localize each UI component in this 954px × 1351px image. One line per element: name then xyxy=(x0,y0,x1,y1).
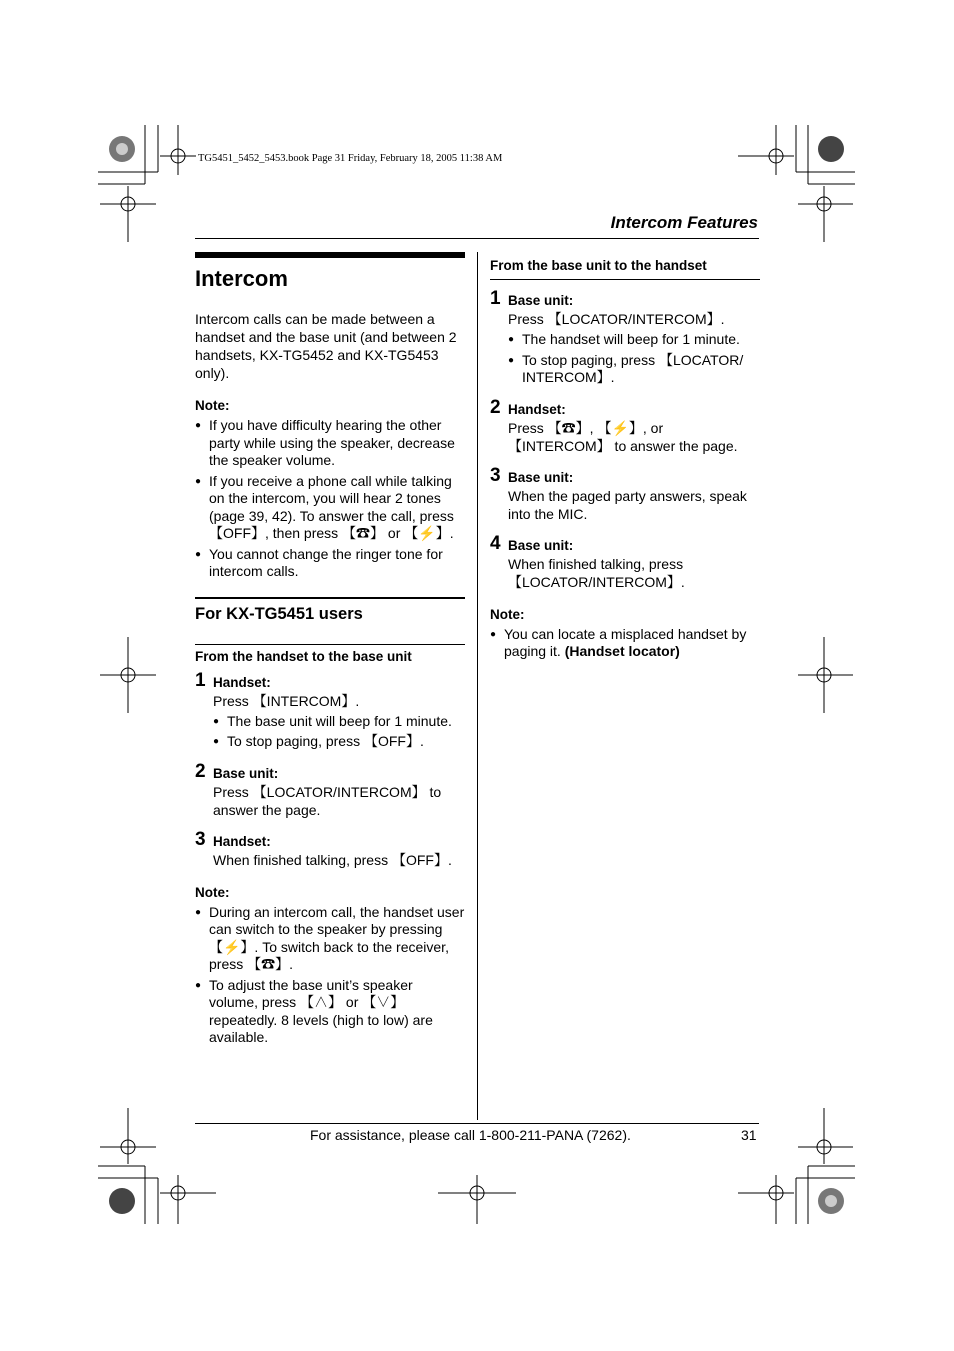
step xyxy=(490,464,760,523)
step-text: Press 【☎】, 【⚡】, or 【INTERCOM】 to answer the page. xyxy=(508,419,738,454)
note-list xyxy=(490,626,760,661)
note-item: ● You cannot change the ringer tone for intercom calls. xyxy=(195,546,465,581)
note-item: ● If you have difficulty hearing the other party while using the speaker, decrease the speaker volume. xyxy=(195,417,465,470)
step-text: Press 【LOCATOR/INTERCOM】. xyxy=(508,311,725,327)
step xyxy=(195,828,465,869)
step-bullet: ● To stop paging, press 【LOCATOR/ INTERCOM】. xyxy=(508,352,760,387)
intro-text: Intercom calls can be made between a handset and the base unit (and between 2 handsets, KX-TG5452 and KX-TG5453 only). xyxy=(195,311,457,381)
step-number: 3 xyxy=(195,828,206,850)
step-number: 2 xyxy=(490,396,501,418)
step-text: When finished talking, press 【LOCATOR/INTERCOM】. xyxy=(508,555,685,590)
note-item: ● If you receive a phone call while talking on the intercom, you will hear 2 tones (page 39, 42). To answer the call, press 【OFF】, then press 【☎】 or 【⚡】. xyxy=(195,473,465,543)
step-number: 2 xyxy=(195,760,206,782)
page-number: 31 xyxy=(741,1127,757,1143)
page-title: Intercom xyxy=(195,266,288,291)
step-bullets xyxy=(508,331,760,387)
note-label: Note: xyxy=(195,398,230,413)
step-bullet: ● To stop paging, press 【OFF】. xyxy=(213,733,465,751)
note-label: Note: xyxy=(195,884,230,900)
step xyxy=(490,288,760,387)
note-list xyxy=(195,904,465,1047)
note-item: ● During an intercom call, the handset user can switch to the speaker by pressing 【⚡】. To switch back to the receiver, press 【☎】. xyxy=(195,904,465,974)
step xyxy=(490,396,760,455)
note-list xyxy=(195,417,465,581)
column-divider xyxy=(477,252,478,1120)
step-number: 1 xyxy=(195,669,206,691)
step xyxy=(195,669,465,751)
step-number: 3 xyxy=(490,464,501,486)
note-item: ● To adjust the base unit’s speaker volume, press 【∧】 or 【∨】 repeatedly. 8 levels (high to low) are available. xyxy=(195,977,465,1047)
step-bullets xyxy=(213,713,465,751)
right-column xyxy=(490,254,760,664)
heading-bar xyxy=(195,252,465,258)
left-column xyxy=(195,252,465,1050)
step-label: Handset: xyxy=(213,674,271,690)
procedure-rule xyxy=(490,279,760,280)
step-label: Handset: xyxy=(213,833,271,849)
step-label: Base unit: xyxy=(508,293,574,308)
step-label: Base unit: xyxy=(508,469,574,485)
step-text: When the paged party answers, speak into the MIC. xyxy=(508,487,747,522)
note-text: You can locate a misplaced handset by paging it. xyxy=(504,625,747,659)
note-label: Note: xyxy=(490,606,525,622)
procedure-rule xyxy=(195,644,465,645)
note-item xyxy=(490,626,760,661)
step-number: 4 xyxy=(490,532,501,554)
step-label: Base unit: xyxy=(213,765,279,781)
step-text: Press 【LOCATOR/INTERCOM】 to answer the page. xyxy=(213,783,442,818)
procedure-title: From the base unit to the handset xyxy=(490,258,707,273)
procedure-title: From the handset to the base unit xyxy=(195,648,412,664)
step-label: Base unit: xyxy=(508,537,574,553)
step-bullet: ● The base unit will beep for 1 minute. xyxy=(213,713,465,731)
assistance-text: For assistance, please call 1-800-211-PANA (7262). xyxy=(310,1127,631,1143)
step-text: Press 【INTERCOM】. xyxy=(213,692,360,709)
step-bullet: ● The handset will beep for 1 minute. xyxy=(508,331,760,349)
note-bold: (Handset locator) xyxy=(564,643,680,659)
footer-rule xyxy=(195,1123,759,1124)
step xyxy=(195,760,465,819)
print-header: TG5451_5452_5453.book Page 31 Friday, February 18, 2005 11:38 AM xyxy=(198,153,503,164)
header-rule xyxy=(195,238,759,239)
subheading-bar xyxy=(195,597,465,599)
step-text: When finished talking, press 【OFF】. xyxy=(213,851,452,868)
step xyxy=(490,532,760,591)
subheading: For KX-TG5451 users xyxy=(195,604,363,623)
step-number: 1 xyxy=(490,288,501,309)
step-label: Handset: xyxy=(508,401,566,417)
section-title: Intercom Features xyxy=(610,213,758,232)
